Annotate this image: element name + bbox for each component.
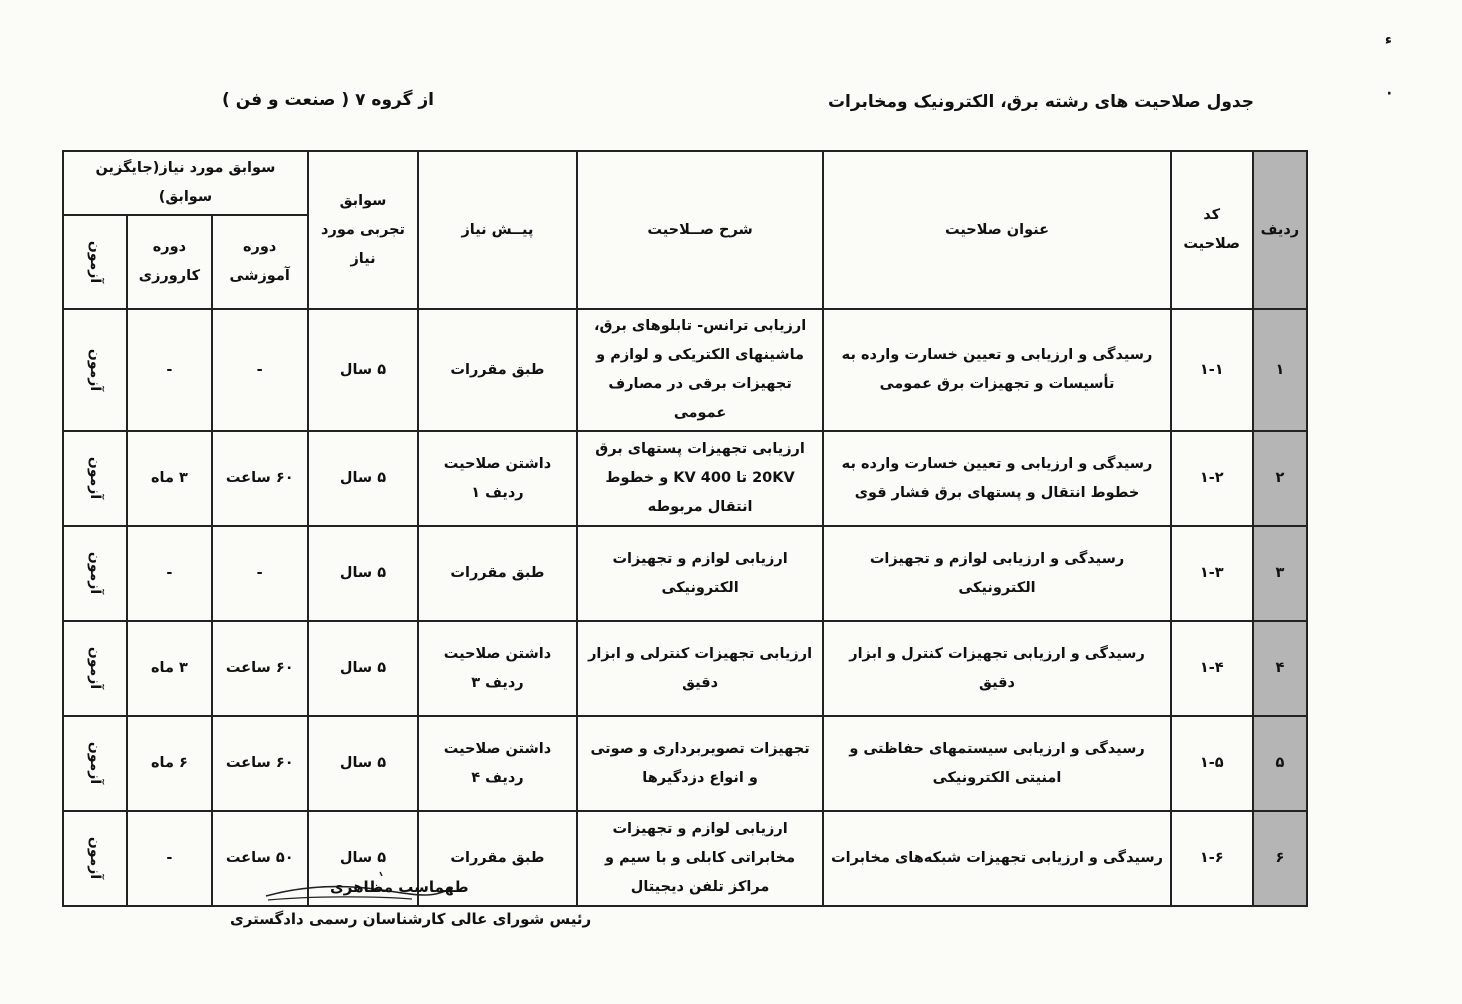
header-title: عنوان صلاحیت bbox=[823, 151, 1170, 309]
header-code: کد صلاحیت bbox=[1171, 151, 1253, 309]
header-training: دوره آموزشی bbox=[212, 215, 308, 309]
cell-exam bbox=[63, 309, 127, 431]
cell-internship: - bbox=[127, 309, 211, 431]
cell-prerequisite: طبق مقررات bbox=[418, 811, 577, 906]
cell-prerequisite: داشتن صلاحیت ردیف ۱ bbox=[418, 431, 577, 526]
cell-prerequisite: داشتن صلاحیت ردیف ۴ bbox=[418, 716, 577, 811]
table-row bbox=[63, 621, 1307, 716]
table-row bbox=[63, 716, 1307, 811]
group-label: از گروه ۷ ( صنعت و فن ) bbox=[222, 90, 434, 110]
exam-label: آزمون bbox=[87, 348, 104, 391]
cell-prerequisite: طبق مقررات bbox=[418, 309, 577, 431]
cell-experience: ۵ سال bbox=[308, 811, 418, 906]
page-mark-bottom: · bbox=[1386, 86, 1392, 102]
cell-experience: ۵ سال bbox=[308, 309, 418, 431]
exam-label: آزمون bbox=[87, 836, 104, 880]
exam-label: آزمون bbox=[87, 456, 104, 500]
cell-exam bbox=[63, 431, 127, 526]
cell-exam bbox=[63, 526, 127, 621]
cell-internship: ۶ ماه bbox=[127, 716, 211, 811]
cell-training: ۶۰ ساعت bbox=[212, 621, 308, 716]
cell-title: رسیدگی و ارزیابی و تعیین خسارت وارده به خطوط انتقال و پستهای برق فشار قوی bbox=[823, 431, 1170, 526]
cell-description: تجهیزات تصویربرداری و صوتی و انواع دزدگیرها bbox=[577, 716, 824, 811]
cell-exam bbox=[63, 811, 127, 906]
cell-title: رسیدگی و ارزیابی تجهیزات شبکه‌های مخابرات bbox=[823, 811, 1170, 906]
header-row-no: ردیف bbox=[1253, 151, 1307, 309]
cell-description: ارزیابی لوازم و تجهیزات الکترونیکی bbox=[577, 526, 824, 621]
cell-title: رسیدگی و ارزیابی و تعیین خسارت وارده به تأسیسات و تجهیزات برق عمومی bbox=[823, 309, 1170, 431]
cell-exam bbox=[63, 621, 127, 716]
cell-experience: ۵ سال bbox=[308, 431, 418, 526]
cell-row-no: ۴ bbox=[1253, 621, 1307, 716]
cell-internship: - bbox=[127, 526, 211, 621]
cell-title: رسیدگی و ارزیابی لوازم و تجهیزات الکترونیکی bbox=[823, 526, 1170, 621]
cell-training: ۶۰ ساعت bbox=[212, 716, 308, 811]
signature-role: رئیس شورای عالی کارشناسان رسمی دادگستری bbox=[230, 910, 592, 928]
cell-code: ۱-۱ bbox=[1171, 309, 1253, 431]
cell-training: - bbox=[212, 526, 308, 621]
header-description: شرح صــلاحیت bbox=[577, 151, 824, 309]
cell-training: - bbox=[212, 309, 308, 431]
page-title: جدول صلاحیت های رشته برق، الکترونیک ومخابرات bbox=[827, 92, 1254, 112]
table-body bbox=[63, 309, 1307, 906]
cell-experience: ۵ سال bbox=[308, 621, 418, 716]
table-row bbox=[63, 309, 1307, 431]
cell-internship: ۳ ماه bbox=[127, 621, 211, 716]
signature-name: طهماسب مظاهری bbox=[330, 878, 469, 896]
table-row bbox=[63, 526, 1307, 621]
cell-training: ۶۰ ساعت bbox=[212, 431, 308, 526]
cell-row-no: ۱ bbox=[1253, 309, 1307, 431]
header-alt-group: سوابق مورد نیاز(جایگزین سوابق) bbox=[63, 151, 308, 215]
header-prerequisite: پیــش نیاز bbox=[418, 151, 577, 309]
cell-internship: ۳ ماه bbox=[127, 431, 211, 526]
table-row bbox=[63, 431, 1307, 526]
header-experience: سوابق تجربی مورد نیاز bbox=[308, 151, 418, 309]
exam-label: آزمون bbox=[87, 741, 104, 785]
cell-description: ارزیابی تجهیزات پستهای برق 20KV تا 400 KV و خطوط انتقال مربوطه bbox=[577, 431, 824, 526]
cell-code: ۱-۵ bbox=[1171, 716, 1253, 811]
cell-training: ۵۰ ساعت bbox=[212, 811, 308, 906]
cell-code: ۱-۳ bbox=[1171, 526, 1253, 621]
cell-row-no: ۲ bbox=[1253, 431, 1307, 526]
cell-description: ارزیابی تجهیزات کنترلی و ابزار دقیق bbox=[577, 621, 824, 716]
exam-label: آزمون bbox=[87, 551, 104, 595]
cell-code: ۱-۴ bbox=[1171, 621, 1253, 716]
cell-prerequisite: طبق مقررات bbox=[418, 526, 577, 621]
cell-title: رسیدگی و ارزیابی سیستمهای حفاظتی و امنیتی الکترونیکی bbox=[823, 716, 1170, 811]
exam-label: آزمون bbox=[87, 646, 104, 690]
table-row bbox=[63, 811, 1307, 906]
cell-prerequisite: داشتن صلاحیت ردیف ۳ bbox=[418, 621, 577, 716]
cell-code: ۱-۲ bbox=[1171, 431, 1253, 526]
cell-row-no: ۵ bbox=[1253, 716, 1307, 811]
header-exam-label: آزمون bbox=[87, 240, 104, 283]
header-exam bbox=[63, 215, 127, 309]
cell-code: ۱-۶ bbox=[1171, 811, 1253, 906]
cell-description: ارزیابی ترانس- تابلوهای برق، ماشینهای الکتریکی و لوازم و تجهیزات برقی در مصارف عمومی bbox=[577, 309, 824, 431]
cell-exam bbox=[63, 716, 127, 811]
cell-title: رسیدگی و ارزیابی تجهیزات کنترل و ابزار دقیق bbox=[823, 621, 1170, 716]
cell-row-no: ۳ bbox=[1253, 526, 1307, 621]
cell-row-no: ۶ bbox=[1253, 811, 1307, 906]
competency-table bbox=[62, 150, 1308, 907]
cell-description: ارزیابی لوازم و تجهیزات مخابراتی کابلی و با سیم و مراکز تلفن دیجیتال bbox=[577, 811, 824, 906]
cell-experience: ۵ سال bbox=[308, 526, 418, 621]
cell-internship: - bbox=[127, 811, 211, 906]
header-internship: دوره کارورزی bbox=[127, 215, 211, 309]
cell-experience: ۵ سال bbox=[308, 716, 418, 811]
page-mark-top: ء bbox=[1384, 32, 1392, 48]
